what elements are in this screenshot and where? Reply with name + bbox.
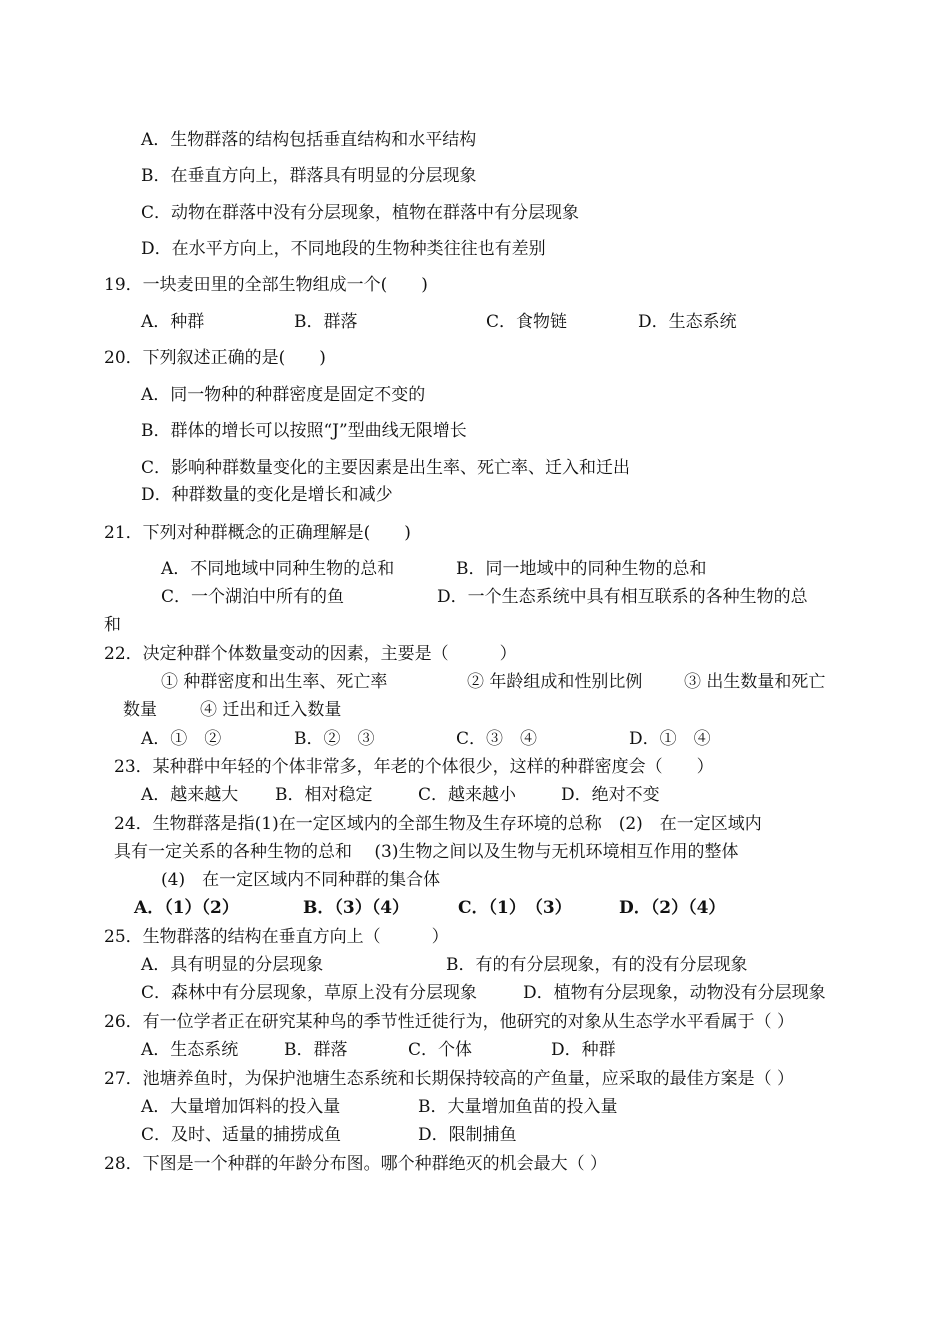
q24-line-3: (4) 在一定区域内不同种群的集合体 <box>161 870 441 890</box>
q26-option-c: C．个体 <box>408 1040 473 1060</box>
q24-line-1: 24．生物群落是指(1)在一定区域内的全部生物及生存环境的总称 (2) 在一定区域内 <box>114 814 762 834</box>
q27-option-b: B．大量增加鱼苗的投入量 <box>418 1097 618 1117</box>
q26-option-a: A．生态系统 <box>141 1040 239 1060</box>
q26-option-d: D．种群 <box>551 1040 616 1060</box>
q20-option-c: C．影响种群数量变化的主要因素是出生率、死亡率、迁入和迁出 <box>141 458 631 478</box>
q24-option-d: D．（2）（4） <box>619 898 726 918</box>
q22-statement-3: ③ 出生数量和死亡 <box>684 672 826 692</box>
q18-option-b: B．在垂直方向上，群落具有明显的分层现象 <box>141 166 477 186</box>
q25-option-a: A．具有明显的分层现象 <box>141 955 324 975</box>
q18-option-a: A．生物群落的结构包括垂直结构和水平结构 <box>141 130 477 150</box>
q22-stem: 22．决定种群个体数量变动的因素，主要是（ ） <box>104 644 517 664</box>
q25-option-d: D．植物有分层现象，动物没有分层现象 <box>523 983 826 1003</box>
q26-option-b: B．群落 <box>284 1040 348 1060</box>
q18-option-d: D．在水平方向上，不同地段的生物种类往往也有差别 <box>141 239 546 259</box>
q25-option-c: C．森林中有分层现象，草原上没有分层现象 <box>141 983 478 1003</box>
q22-option-c: C．③ ④ <box>456 729 538 749</box>
q19-option-a: A．种群 <box>141 312 205 332</box>
q19-option-b: B．群落 <box>294 312 358 332</box>
q27-option-c: C．及时、适量的捕捞成鱼 <box>141 1125 342 1145</box>
q19-stem: 19．一块麦田里的全部生物组成一个( ) <box>104 275 428 295</box>
q24-line-2: 具有一定关系的各种生物的总和 (3)生物之间以及生物与无机环境相互作用的整体 <box>114 842 739 862</box>
q19-option-c: C．食物链 <box>486 312 568 332</box>
q23-option-a: A．越来越大 <box>141 785 239 805</box>
q27-option-a: A．大量增加饵料的投入量 <box>141 1097 341 1117</box>
q27-stem: 27．池塘养鱼时，为保护池塘生态系统和长期保持较高的产鱼量，应采取的最佳方案是（ ） <box>104 1069 795 1089</box>
q24-option-c: C．（1） （3） <box>458 898 572 918</box>
q24-option-b: B．（3）（4） <box>303 898 410 918</box>
q20-option-a: A．同一物种的种群密度是固定不变的 <box>141 385 426 405</box>
q23-stem: 23．某种群中年轻的个体非常多，年老的个体很少，这样的种群密度会（ ） <box>114 757 714 777</box>
q25-option-b: B．有的有分层现象，有的没有分层现象 <box>446 955 748 975</box>
q22-statement-2: ② 年龄组成和性别比例 <box>467 672 643 692</box>
q23-option-c: C．越来越小 <box>418 785 517 805</box>
q26-stem: 26．有一位学者正在研究某种鸟的季节性迁徙行为，他研究的对象从生态学水平看属于（ ） <box>104 1012 795 1032</box>
q23-option-d: D．绝对不变 <box>561 785 660 805</box>
q25-stem: 25．生物群落的结构在垂直方向上（ ） <box>104 927 449 947</box>
q22-statement-3-continued: 数量 <box>123 700 157 720</box>
q22-statement-4: ④ 迁出和迁入数量 <box>200 700 342 720</box>
q24-option-a: A．（1）（2） <box>134 898 239 918</box>
q21-option-d-continued: 和 <box>104 615 121 635</box>
q19-option-d: D．生态系统 <box>638 312 737 332</box>
q27-option-d: D．限制捕鱼 <box>418 1125 517 1145</box>
q21-option-a: A．不同地域中同种生物的总和 <box>161 559 395 579</box>
q22-statement-1: ① 种群密度和出生率、死亡率 <box>161 672 388 692</box>
q22-option-d: D．① ④ <box>629 729 711 749</box>
q28-stem: 28．下图是一个种群的年龄分布图。哪个种群绝灭的机会最大（ ） <box>104 1154 608 1174</box>
q20-option-b: B．群体的增长可以按照“J”型曲线无限增长 <box>141 421 467 441</box>
q21-option-b: B．同一地域中的同种生物的总和 <box>456 559 707 579</box>
q21-option-d: D．一个生态系统中具有相互联系的各种生物的总 <box>437 587 808 607</box>
q20-option-d: D．种群数量的变化是增长和减少 <box>141 485 393 505</box>
q21-option-c: C．一个湖泊中所有的鱼 <box>161 587 345 607</box>
q22-option-b: B．② ③ <box>294 729 375 749</box>
q23-option-b: B．相对稳定 <box>275 785 373 805</box>
q18-option-c: C．动物在群落中没有分层现象，植物在群落中有分层现象 <box>141 203 580 223</box>
q22-option-a: A．① ② <box>141 729 222 749</box>
q21-stem: 21．下列对种群概念的正确理解是( ) <box>104 523 411 543</box>
q20-stem: 20．下列叙述正确的是( ) <box>104 348 326 368</box>
